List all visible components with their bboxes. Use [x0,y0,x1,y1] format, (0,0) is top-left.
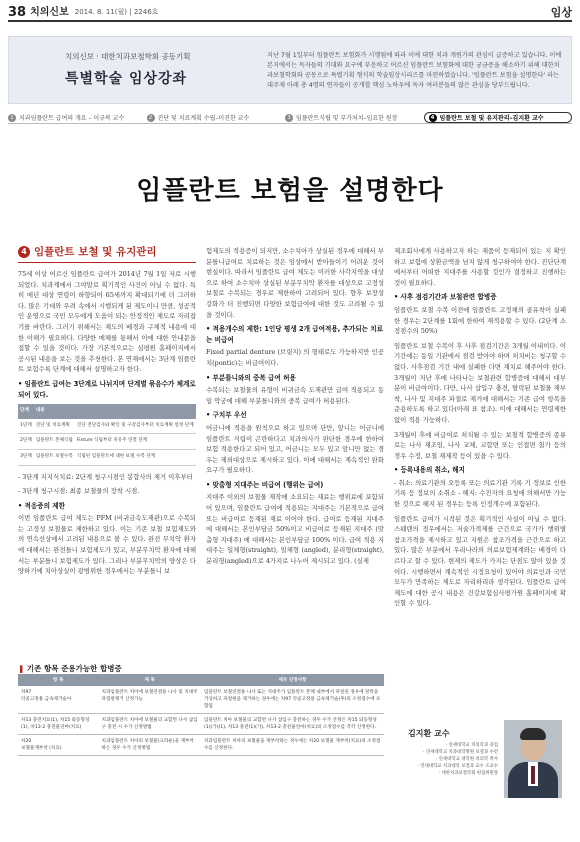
bio-line: · 연세대학교 대학원 치의학 박사 [435,757,498,762]
table-cell: 치과임플란트 치아에 보철연결용 나사 및 지대주 파절편제거 산정가능 [99,686,201,714]
bio-line: · 연세대학교 치의학과 졸업 [445,743,498,748]
article-column-1 [18,246,196,581]
topic-label: 임플란트식립 및 부가처치–임요한 원장 [296,115,398,122]
table-header: 항 목 [18,674,99,686]
topic-2 [147,112,286,123]
author-box [394,718,566,838]
stage-table [18,404,196,465]
paragraph: 임플란트 보철 수복이 후 사후 점검기간은 3개월 이내이다. 이기간에는 동일 기관에서 점검 받아야 하며 처치비는 청구할 수 없다. 사후점검 기간 내에 실패한 다면 재치료 해주어야 한다. 3개월이 지난 후에 나타나는 보철관련 합병증에 대해서 대부분이 비급여이다. 다만, 나사 삽입구 충전, 탈락된 보철물 재부착, 나사 및 지대주 파절로 제거에 대해서는 기존 급여 항목을 준용하도록 하고 있다(아래 표 참조). 이에 대해서는 연령제한 없이 적용 가능하다. [394,341,566,424]
section-name: 임상 [550,6,572,19]
topic-label: 임플란트 보철 및 유지관리–김지환 교수 [439,115,544,122]
table-cell: 진단 및 치료계획 [34,419,75,434]
topic-label: 진단 및 치료계획 수립–이진한 교수 [157,115,250,122]
table-header: 제 목 [99,674,201,686]
series-topics [8,112,572,124]
table-cell: 임플란트 치아 보철물의 교합면 나사 삽입구 충전하는 경우 수가 산정은 차15 와동형성(1)(가)(1), 차13 충전(1)(가), 차13-2 충전물연마(치료)의 소정점수를 각각 산정한다. [201,714,384,735]
topic-number: 2 [147,114,155,122]
table-row [18,686,384,714]
table-row [18,714,384,735]
table-cell: Fixture 식립부터 치유주 연결 단계 [75,434,196,450]
subheading: • 적용개수의 제한: 1인당 평생 2개 급여적용, 추가되는 치료는 비급여 [206,325,384,344]
table-cell: 3단계 [18,449,34,465]
topic-4-current [424,112,573,123]
issue-date: 2014. 8. 11(월) | 2246호 [74,8,159,16]
paragraph: 험제도의 적용증이 되지만, 소수치아가 상실된 경우에 대해서 부분틀니급여로 치료하는 것은 임상에서 받아들이기 어려운 것이 현실이다. 따라서 임플란트 급여 제도는 이러한 사각지역을 대상으로 하여 소수치아 상실된 부분무치악 환자를 대상으로 고정성 보철로 수복되는 경우로 제한하여 고려되어 있다. 향후 보장성 강화가 더 진행되면 다양한 보험급여에 대한 것도 고려될 수 있을 것이다. [206,247,384,319]
table-cell: 진단 전단검사와 확인 및 구강검사부터 치료계획 설정 단계 [75,419,196,434]
author-name: 김지환 교수 [408,729,450,738]
paragraph: 어금니에 적용을 원칙으로 하고 있으며 단만, 앞니는 어금니에 임플란트 식립이 곤란하다고 치과의사가 판단한 경우에 한하여 보험 적용한다고 되어 있고, 어금니는 모두 있고 앞니만 없는 경우는 제외대상으로 제시하고 있다. 이에 대해서는 계속적인 완화 요구가 필요하다. [206,423,384,475]
bio-line: · 대한치과보철학회 편집위원장 [438,771,498,776]
banner-description: 지난 7월 1일부터 임플란트 보험화가 시행됨에 따라 이에 대한 치과 개원가의 관심이 급증하고 있습니다. 이에 본지에서는 독자들의 기대와 요구에 부응하고 어르신 임플란트 보험화에 대한 궁금증을 해소하기 위해 대한치과보철학회와 공동으로 특별기획 형식의 학술임상시리즈를 마련하였습니다. '임플란트 보험을 설명한다' 라는 대주제 아래 총 4명의 연자들이 공개할 핵심 노하우에 독자 여러분들의 많은 관심을 당부드립니다. [267,52,562,89]
author-bio [400,742,498,777]
topic-3 [285,112,424,123]
table-header: 단계 [18,404,34,419]
table-row [18,419,196,434]
table-header: 세부 인정사항 [201,674,384,686]
series-banner [8,36,572,104]
subheading: • 임플란트 급여는 3단계로 나뉘지며 단계별 묶음수가 체계로 되어 있다. [18,379,196,399]
bio-line: · 연세대학교 치과대학병원 보철과 수련 [423,750,498,755]
table-cell: 임플란트 본체식립 [34,434,75,450]
table-header: 내용 [34,404,196,419]
table-cell: 치과임플란트 치아의 보철물을 재부착하는 경우에는 차20 보철물 재부착(치료)의 소정점수를 산정한다. [201,735,384,756]
paragraph: - 취소: 의료기관의 오등록 또는 의료기관 기록 기 정보로 인한 기록 등 정보의 소취소 - 해지: 수진자의 요청에 의해서만 가능한 것으로 해지 된 경우는 등록 인정개수에 포함된다. [394,478,566,509]
article-column-2 [206,246,384,571]
subheading: • 부분틀니와의 중복 급여 허용 [206,373,296,382]
table-cell: 식립된 임플란트에 대한 보철 수복 단계 [75,449,196,465]
section-number: 4 [18,246,30,258]
article-headline: 임플란트 보험을 설명한다 [136,176,444,206]
paragraph: 75세 이상 어르신 임플란트 급여가 2014년 7월 1일 자로 시행되었다. 치과계에서 그야말로 획기적인 사건이 아닐 수 없다. 특히 매년 대상 연령이 하향되어 65세까지 확대되기에 더 그러하다. 많은 기대와 우려 속에서 시행되게 된 제도이니 만큼, 성공적인 운영으로 국민 모두에게 도움이 되는 안정적인 제도로 자리잡기를 바란다. 그러기 위해서는 제도의 배경과 구체적 내용에 대한 이해가 필요하다. 다양한 매체를 통해서 이에 대한 안내문을 접할 수 있을 것이다. 가장 기본적으로는 심평원 홈페이지에서 공시된 내용을 보는 것을 추천한다. 본 연재에서는 3단계 임플란트 보험수록 단계에 대해서 설명하고자 한다. [18,270,196,374]
paragraph: 임플란트 급여가 시작된 것은 획기적인 사실이 아닐 수 없다. 스웨덴의 경우에서는 저술가격제를 근간으로 국가가 행위별 참조가격을 제시하고 있고 지원은 참조가격을 근간으로 하고 있다. 많은 부분에서 우리나라의 의료보험제계와는 배경이 다르다고 할 수 있다. 현재의 제도가 가지는 단점도 많이 있을 것이다. 시행하면서 계속적인 시정요청이 있어야 의료인과 국민모두가 만족하는 제도로 자리하리라 생각된다. 임플란트 급여제도에 대한 공시 내용은 건강보험심사평가원 홈페이지에 확인할 수 있다. [394,514,566,608]
topic-number: 3 [285,114,293,122]
banner-left [65,51,265,88]
table-title-text: 기존 항목 준용가능한 합병증 [26,664,122,673]
table-cell: 임플란트 보철연결용 나사 또는 지대주가 임플란트 본체 내부에서 파절된 경우에 판막을 거상하고 파절편을 제거하는 경우에는 차97 악골고정용 금속제거술(후)의 소정점수에 포함됨 [201,686,384,714]
table-cell: 치과임플란트 치아에 보철물의 교합면 나사 삽입구 충전 시 수가 산정방법 [99,714,201,735]
subheading: • 등록내용의 취소, 해지 [394,466,465,475]
subheading: • 구치부 우선 [206,411,247,420]
table-cell: 1단계 [18,419,34,434]
banner-subtitle: 치의신보 · 대한치과보철학회 공동기획 [65,52,191,61]
page-number: 38 [8,5,27,20]
subheading: • 맞춤형 지대주는 비급여 (행위는 급여) [206,480,324,489]
topic-1 [8,112,147,123]
article-column-3 [394,246,566,613]
paragraph: - 3단계 지지식치료: 2단계 청구시점인 봉합사의 제거 이후부터 [18,472,193,481]
topic-label: 치과임플란트 급여의 개요 – 이규복 교수 [19,115,125,122]
table-cell: 치과임플란트 치아의 보철물(크라운)을 재부착하는 경우 수가 산정방법 [99,735,201,756]
masthead [8,6,572,22]
bio-line: · 연세대학교 치과대학 보철과 교수 조교수 [417,764,498,769]
table-row [18,449,196,465]
paper-name: 치의신보 [30,7,69,18]
table-row [18,735,384,756]
subheading: • 적응증의 제한 [18,501,66,510]
topic-number: 4 [429,114,437,122]
section-heading [18,246,196,263]
paragraph: 이번 임플란트 급여 제도는 PFM (비귀금속도재관)으로 수복되는 고정성 보철물로 제한하고 있다. 이는 기존 보철 보험제도와의 연속선상에서 고려된 내용으로 볼 수 있다. 완전 무치악 환자에 대해서는 완전틀니 보험제도가 있고, 부분무치악 환자에 대해서는 부분틀니 보험제도가 있다. 그리나 부분무치악의 양상은 다양하기에 치아상실이 광범위한 경우에서는 부분틀니 보 [18,514,196,576]
paragraph: 지대주 이외의 보철물 재작에 소요되는 재료는 행위료에 포함되어 있으며, 임플란트 급여에 적용되는 지대주는 기본적으로 급여 또는 비급여로 등재된 재료 이어야 한다. 급여로 등재된 지대주에 대해서는 본인부담금 50%이고 비급여로 등재된 지대주 (맞춤형 지대주) 에 대해서는 본인부담금 100% 이다. 급여 적용 지대주는 일체형(straight), 일체형 (angled), 분리형(straight), 분리형(angled)으로 4가지로 나누어 제시되고 있다. (실제 [206,493,384,566]
author-photo [504,720,562,798]
complication-table-title [18,663,122,674]
table-row [18,434,196,450]
paragraph: 임플란트 보철 수복 이전에 임플란트 고정체의 골유착이 실패한 경우는 2단계를 1회에 한하여 재적용할 수 있다. (2단계 소정점수의 50%) [394,305,566,336]
paragraph: 3개월이 후에 비급여로 처치될 수 있는 보철적 합병증의 종류로는 나사 재조임, 나사 교체, 교합면 또는 인접면 첨가 등의 경우 수정, 보철 재제작 등이 있을 수 있다. [394,430,566,460]
table-cell: 2단계 [18,434,34,450]
table-cell: 차20 보철물재부착 (치료) [18,735,99,756]
banner-title: 특별학술 임상강좌 [65,71,188,87]
complication-table [18,674,384,756]
subheading: • 사후 점검기간과 보철관련 합병증 [394,293,497,302]
section-title: 임플란트 보철 및 유지관리 [34,245,157,258]
paragraph: - 3단계 청구시점: 최종 보철물의 장착 시점. [18,487,140,496]
paragraph: 수복되는 보철물의 유형이 비귀금속 도재관만 급여 적용되고 동일 악궁에 대해 부분틀니와의 중복 급여가 허용된다. [206,386,384,405]
table-cell: 차13 충전치료(1), 차15 와동형성(1), 차13-2 충전물연마(치료) [18,714,99,735]
table-cell: 차97 악골고정용 금속제거술아 [18,686,99,714]
paragraph: Fixed partial denture (브릿지) 의 형태로도 가능하지만 인공치(pontic)는 비급여이다. [206,348,384,367]
title-marker-icon: ❚ [18,664,25,673]
table-cell: 임플란트 보철수복 [34,449,75,465]
topic-number: 1 [8,114,16,122]
paragraph: 제조회사에게 사용하고자 하는 재품이 등재되어 있는 지 확인하고 보험에 상환금액을 넘지 않게 청구하여야 한다. 진단단계에서부터 어떠한 지대주를 사용할 것인가 결정하고 진행하는 것이 필요하다. [394,247,566,287]
